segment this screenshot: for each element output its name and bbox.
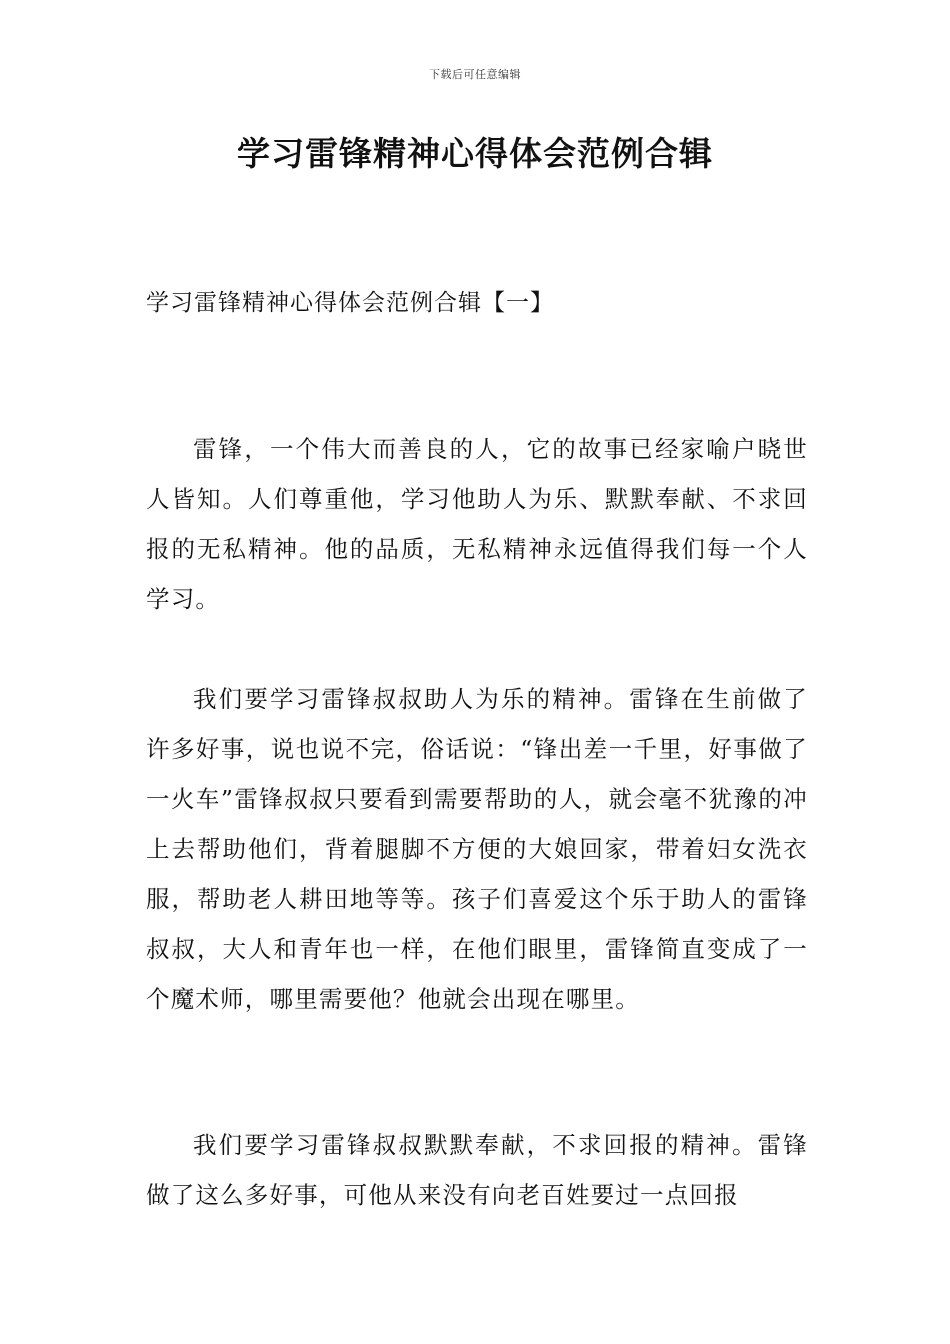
document-title: 学习雷锋精神心得体会范例合辑 — [237, 134, 713, 173]
paragraph-2: 我们要学习雷锋叔叔助人为乐的精神。雷锋在生前做了许多好事，说也说不完，俗话说：“锋出差一千里，好事做了一火车”雷锋叔叔只要看到需要帮助的人，就会毫不犹豫的冲上去帮助他们，背着腿脚不方便的大娘回家，带着妇女洗衣服，帮助老人耕田地等等。孩子们喜爱这个乐于助人的雷锋叔叔，大人和青年也一样，在他们眼里，雷锋简直变成了一个魔术师，哪里需要他？他就会出现在哪里。 — [146, 685, 808, 1013]
paragraph-3: 我们要学习雷锋叔叔默默奉献，不求回报的精神。雷锋做了这么多好事，可他从来没有向老百姓要过一点回报 — [146, 1131, 808, 1209]
header-note: 下载后可任意编辑 — [429, 68, 521, 81]
section-heading: 学习雷锋精神心得体会范例合辑【一】 — [146, 290, 554, 316]
paragraph-1: 雷锋，一个伟大而善良的人，它的故事已经家喻户晓世人皆知。人们尊重他，学习他助人为乐、默默奉献、不求回报的无私精神。他的品质，无私精神永远值得我们每一个人学习。 — [146, 435, 808, 613]
